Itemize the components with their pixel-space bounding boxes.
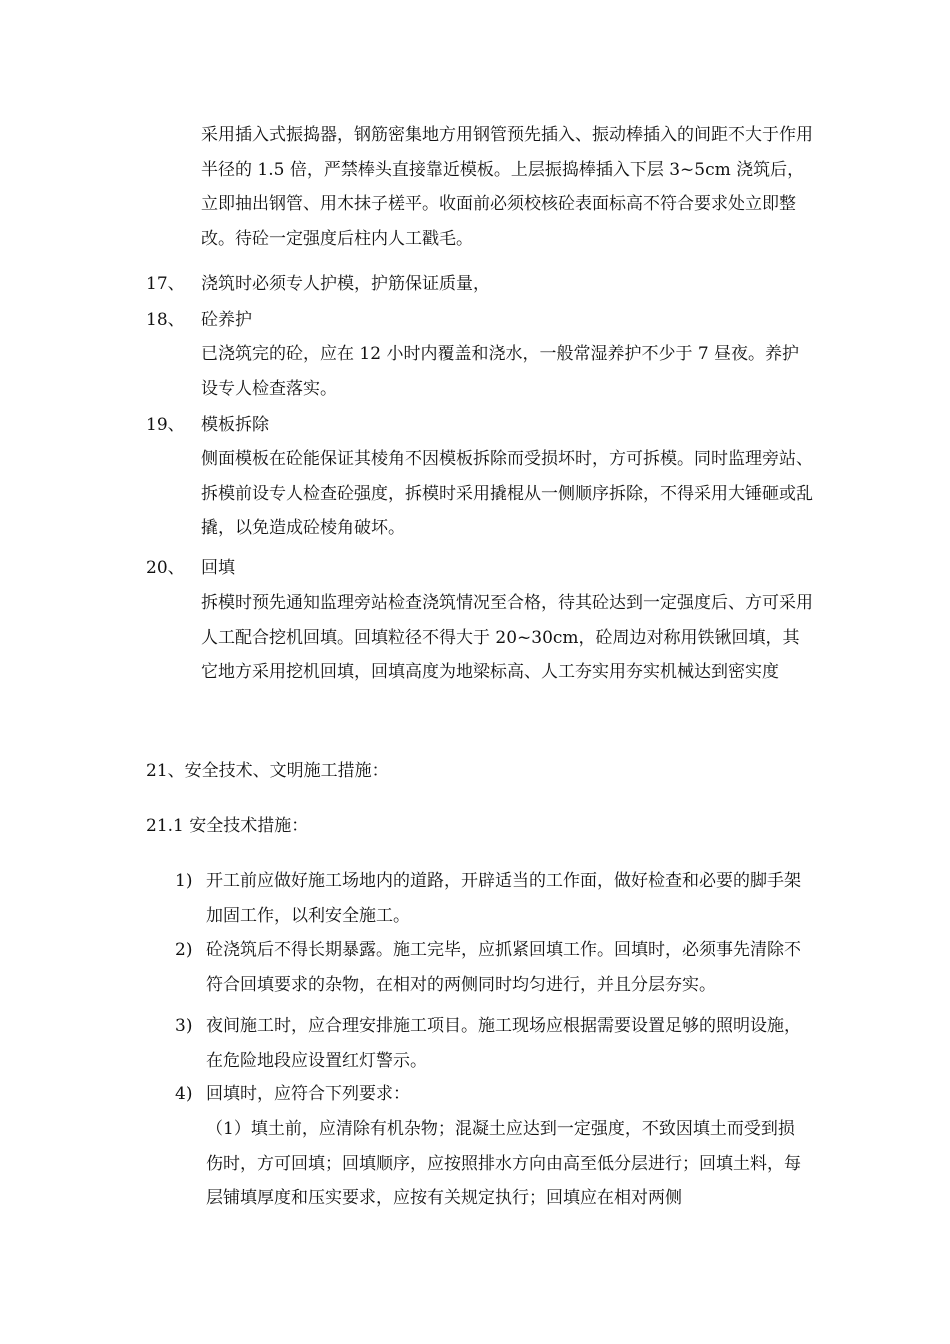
- item-title: 模板拆除: [201, 415, 269, 435]
- measure-text: 砼浇筑后不得长期暴露。施工完毕，应抓紧回填工作。回填时，必须事先清除不符合回填要求的杂物，在相对的两侧同时均匀进行，并且分层夯实。: [206, 940, 801, 995]
- item-body: 拆模时预先通知监理旁站检查浇筑情况至合格，待其砼达到一定强度后、方可采用人工配合挖机回填。回填粒径不得大于 20~30cm，砼周边对称用铁锹回填，其它地方采用挖机回填，回填高度为地梁标高、人工夯实用夯实机械达到密实度: [201, 593, 813, 682]
- item-title: 砼养护: [201, 310, 252, 330]
- measure-number: 3): [175, 1016, 193, 1036]
- item-title: 浇筑时必须专人护模，护筋保证质量，: [201, 274, 490, 294]
- measure-number: 1): [175, 871, 193, 891]
- measure-text: 回填时，应符合下列要求：: [206, 1084, 410, 1104]
- item-number: 17、: [146, 274, 185, 294]
- item-body: 已浇筑完的砼，应在 12 小时内覆盖和浇水，一般常湿养护不少于 7 昼夜。养护设专人检查落实。: [201, 344, 800, 399]
- item-title: 回填: [201, 558, 235, 578]
- item-number: 18、: [146, 310, 185, 330]
- measure-text: 开工前应做好施工场地内的道路，开辟适当的工作面，做好检查和必要的脚手架加固工作，以利安全施工。: [206, 871, 801, 926]
- measure-number: 2): [175, 940, 193, 960]
- subsection-heading: 21.1 安全技术措施：: [146, 816, 309, 836]
- item-number: 19、: [146, 415, 185, 435]
- measure-sub-paragraph: （1）填土前，应清除有机杂物；混凝土应达到一定强度，不致因填土而受到损伤时，方可回填；回填顺序，应按照排水方向由高至低分层进行；回填土料，每层铺填厚度和压实要求，应按有关规定执行；回填应在相对两侧: [206, 1119, 801, 1208]
- measure-number: 4): [175, 1084, 193, 1104]
- item-body: 侧面模板在砼能保证其棱角不因模板拆除而受损坏时，方可拆模。同时监理旁站、拆模前设专人检查砼强度，拆模时采用撬棍从一侧顺序拆除，不得采用大锤砸或乱撬，以免造成砼棱角破坏。: [201, 449, 813, 538]
- section-heading: 21、安全技术、文明施工措施：: [146, 761, 389, 781]
- measure-text: 夜间施工时，应合理安排施工项目。施工现场应根据需要设置足够的照明设施，在危险地段应设置红灯警示。: [206, 1016, 801, 1071]
- intro-paragraph: 采用插入式振捣器，钢筋密集地方用钢管预先插入、振动棒插入的间距不大于作用半径的 1.5 倍，严禁棒头直接靠近模板。上层振捣棒插入下层 3~5cm 浇筑后，立即抽出钢管、用木抹子槎平。收面前必须校核砼表面标高不符合要求处立即整改。待砼一定强度后柱内人工戳毛。: [201, 125, 813, 249]
- item-number: 20、: [146, 558, 185, 578]
